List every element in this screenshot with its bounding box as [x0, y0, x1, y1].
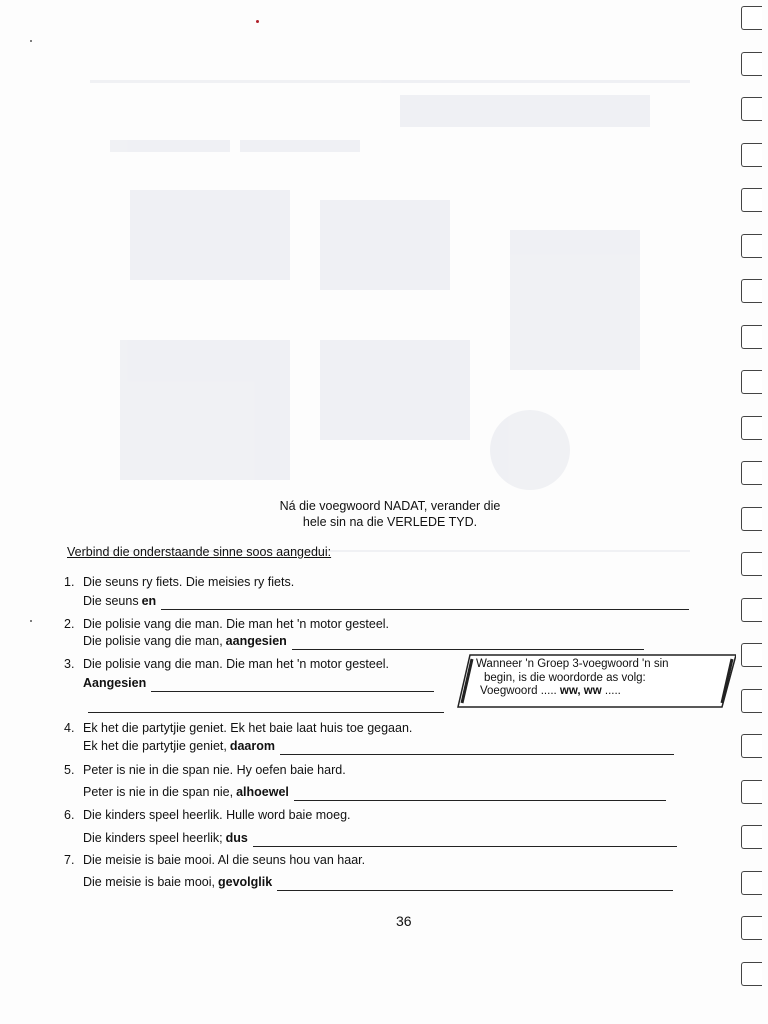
binding-ring: [741, 507, 762, 531]
conjunction-keyword: Aangesien: [83, 676, 147, 690]
tip-line-2: begin, is die woordorde as volg:: [484, 671, 646, 684]
instruction-heading: Verbind die onderstaande sinne soos aangedui:: [67, 545, 332, 559]
answer-blank[interactable]: [294, 788, 666, 801]
binding-ring: [741, 871, 762, 895]
item-prefix: Die kinders speel heerlik;: [83, 831, 223, 845]
binding-ring: [741, 643, 762, 667]
tip-text: [476, 658, 726, 699]
item-sentences: Ek het die partytjie geniet. Ek het baie laat huis toe gegaan.: [83, 721, 413, 735]
binding-ring: [741, 461, 762, 485]
answer-line-row: [83, 675, 434, 692]
binding-ring: [741, 325, 762, 349]
conjunction-keyword: en: [141, 594, 157, 608]
item-sentences: Die polisie vang die man. Die man het 'n motor gesteel.: [83, 657, 390, 671]
ink-speck: [30, 620, 32, 622]
tip-line-3-start: Voegwoord .....: [480, 685, 557, 697]
note-line-2: hele sin na die VERLEDE TYD.: [302, 515, 478, 529]
binding-ring: [741, 188, 762, 212]
binding-ring: [741, 734, 762, 758]
answer-blank-continued[interactable]: [88, 700, 444, 713]
item-number: 2.: [64, 617, 75, 631]
answer-blank[interactable]: [253, 834, 677, 847]
answer-line-row: [83, 874, 673, 891]
answer-line-row: [83, 830, 677, 847]
spiral-binding: [728, 0, 768, 1024]
item-prefix: Ek het die partytjie geniet,: [83, 739, 227, 753]
item-number: 1.: [64, 575, 75, 589]
answer-line-row: [83, 738, 674, 755]
item-number: 3.: [64, 657, 75, 671]
binding-ring: [741, 234, 762, 258]
ink-speck: [256, 20, 259, 23]
tip-line-1: Wanneer 'n Groep 3-voegwoord 'n sin: [476, 658, 669, 670]
binding-ring: [741, 780, 762, 804]
answer-blank[interactable]: [277, 878, 673, 891]
binding-ring: [741, 825, 762, 849]
tip-word-order: ww, ww: [559, 685, 602, 697]
word-order-tip-box: [456, 653, 736, 709]
item-sentences: Die seuns ry fiets. Die meisies ry fiets.: [83, 575, 295, 589]
binding-ring: [741, 52, 762, 76]
note-line-1: Ná die voegwoord NADAT, verander die: [279, 499, 501, 513]
bleed-through-texture: [90, 80, 690, 620]
item-prefix: Die meisie is baie mooi,: [83, 875, 215, 889]
item-sentences: Die kinders speel heerlik. Hulle word baie moeg.: [83, 808, 351, 822]
binding-ring: [741, 962, 762, 986]
binding-ring: [741, 689, 762, 713]
conjunction-keyword: dus: [225, 831, 248, 845]
item-number: 4.: [64, 721, 75, 735]
answer-line-row: [83, 633, 644, 650]
item-prefix: Die seuns: [83, 594, 139, 608]
answer-blank[interactable]: [151, 679, 434, 692]
binding-ring: [741, 370, 762, 394]
tip-line-3-end: .....: [604, 685, 621, 697]
item-sentences: Die polisie vang die man. Die man het 'n motor gesteel.: [83, 617, 390, 631]
binding-ring: [741, 916, 762, 940]
binding-ring: [741, 598, 762, 622]
tip-line-3: [476, 685, 726, 699]
item-sentences: Die meisie is baie mooi. Al die seuns hou van haar.: [83, 853, 366, 867]
ink-speck: [30, 40, 32, 42]
answer-line-row: [83, 784, 666, 801]
item-prefix: Die polisie vang die man,: [83, 634, 223, 648]
answer-blank[interactable]: [292, 637, 644, 650]
conjunction-keyword: daarom: [229, 739, 275, 753]
binding-ring: [741, 97, 762, 121]
answer-line-row: [83, 593, 689, 610]
binding-ring: [741, 552, 762, 576]
item-number: 5.: [64, 763, 75, 777]
conjunction-keyword: gevolglik: [218, 875, 273, 889]
tense-note: [250, 498, 530, 530]
item-prefix: Peter is nie in die span nie,: [83, 785, 234, 799]
answer-blank[interactable]: [161, 597, 689, 610]
conjunction-keyword: alhoewel: [236, 785, 289, 799]
binding-ring: [741, 6, 762, 30]
item-sentences: Peter is nie in die span nie. Hy oefen baie hard.: [83, 763, 346, 777]
page-number: 36: [396, 913, 412, 929]
conjunction-keyword: aangesien: [225, 634, 287, 648]
answer-blank[interactable]: [280, 742, 674, 755]
binding-ring: [741, 416, 762, 440]
binding-ring: [741, 279, 762, 303]
item-number: 7.: [64, 853, 75, 867]
item-number: 6.: [64, 808, 75, 822]
binding-ring: [741, 143, 762, 167]
